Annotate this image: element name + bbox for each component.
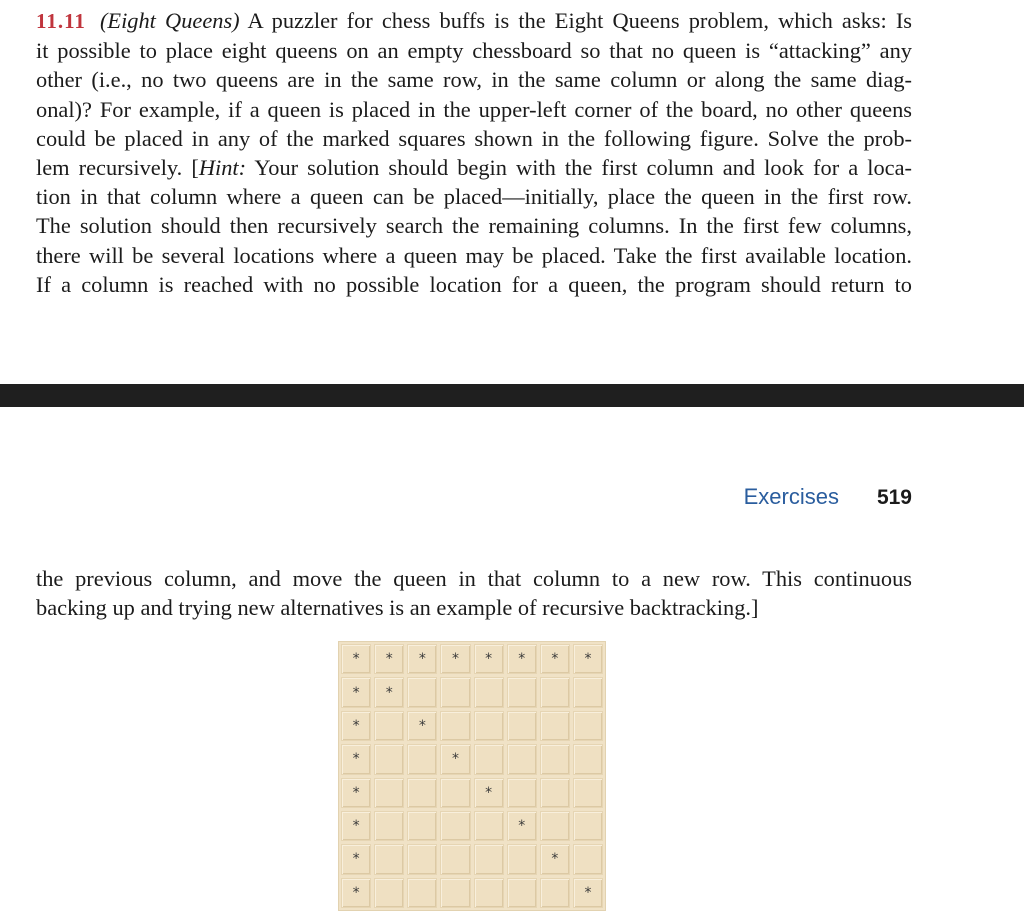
board-square: [507, 844, 537, 874]
board-square: [474, 811, 504, 841]
board-square: [474, 844, 504, 874]
board-square: [407, 878, 437, 908]
board-square: [540, 744, 570, 774]
board-square: [440, 711, 470, 741]
text-line: other (i.e., no two queens are in the same row, in the same column or along the same diag-: [36, 67, 912, 93]
page-number: 519: [876, 486, 912, 509]
board-square-marked: *: [374, 644, 404, 674]
board-square: [573, 677, 603, 707]
text-line: onal)? For example, if a queen is placed in the upper-left corner of the board, no other queens: [36, 96, 912, 122]
board-square: [540, 778, 570, 808]
board-square-marked: *: [540, 844, 570, 874]
board-square: [540, 711, 570, 741]
text-line: backing up and trying new alternatives is an example of recursive backtracking.]: [36, 595, 759, 621]
board-square: [374, 878, 404, 908]
board-square: [540, 878, 570, 908]
text-line: The solution should then recursively search the remaining columns. In the first few columns,: [36, 213, 912, 239]
board-square: [507, 711, 537, 741]
board-square-marked: *: [474, 644, 504, 674]
text-line: it possible to place eight queens on an empty chessboard so that no queen is “attacking” any: [36, 38, 912, 64]
board-square: [507, 677, 537, 707]
text-line: there will be several locations where a queen may be placed. Take the first available location.: [36, 242, 912, 268]
running-head: [744, 484, 912, 512]
exercise-title: (Eight Queens): [99, 8, 240, 33]
text-line: [36, 6, 912, 36]
text-line-content: A puzzler for chess buffs is the Eight Queens problem, which asks: Is: [239, 8, 913, 33]
board-square-marked: *: [341, 644, 371, 674]
board-square-marked: *: [474, 778, 504, 808]
board-square: [507, 744, 537, 774]
board-square: [540, 677, 570, 707]
board-square: [573, 811, 603, 841]
board-square: [407, 744, 437, 774]
board-square-marked: *: [341, 677, 371, 707]
board-square-marked: *: [507, 811, 537, 841]
board-square-marked: *: [573, 878, 603, 908]
board-square-marked: *: [440, 644, 470, 674]
exercise-text-continued: [36, 564, 912, 622]
text-line: If a column is reached with no possible location for a queen, the program should return to: [36, 271, 912, 297]
text-line: the previous column, and move the queen in that column to a new row. This continuous: [36, 566, 912, 591]
board-square: [407, 778, 437, 808]
board-square: [440, 811, 470, 841]
exercise-text-top: [36, 6, 912, 299]
text-line: [36, 153, 912, 182]
board-square-marked: *: [374, 677, 404, 707]
text-line-content: lem recursively. [: [36, 155, 199, 181]
board-square-marked: *: [341, 878, 371, 908]
board-square: [474, 878, 504, 908]
board-square: [440, 878, 470, 908]
board-square: [374, 811, 404, 841]
board-square: [374, 778, 404, 808]
board-square: [474, 711, 504, 741]
board-square: [507, 778, 537, 808]
board-square-marked: *: [507, 644, 537, 674]
board-square: [540, 811, 570, 841]
board-square: [507, 878, 537, 908]
board-square: [407, 677, 437, 707]
board-square: [474, 677, 504, 707]
board-square-marked: *: [407, 711, 437, 741]
page-break-divider: [0, 384, 1024, 407]
board-square: [440, 677, 470, 707]
board-square: [374, 744, 404, 774]
text-line: could be placed in any of the marked squares shown in the following figure. Solve the prob-: [36, 125, 912, 151]
running-head-section: Exercises: [743, 484, 839, 509]
board-square: [407, 811, 437, 841]
board-square: [573, 744, 603, 774]
board-square: [573, 844, 603, 874]
board-square: [374, 844, 404, 874]
board-square: [573, 711, 603, 741]
board-square: [440, 778, 470, 808]
board-square: [374, 711, 404, 741]
board-square-marked: *: [540, 644, 570, 674]
board-square-marked: *: [341, 778, 371, 808]
board-square-marked: *: [341, 811, 371, 841]
hint-label: Hint:: [198, 155, 247, 181]
text-line: tion in that column where a queen can be placed—initially, place the queen in the first row.: [36, 184, 912, 210]
board-square-marked: *: [341, 844, 371, 874]
board-square-marked: *: [341, 744, 371, 774]
exercise-number: 11.11: [36, 9, 86, 33]
board-square-marked: *: [440, 744, 470, 774]
board-square: [573, 778, 603, 808]
board-square-marked: *: [407, 644, 437, 674]
text-line-content: Your solution should begin with the first column and look for a loca-: [246, 155, 912, 181]
eight-queens-board-figure: [338, 641, 606, 911]
board-square: [440, 844, 470, 874]
board-square-marked: *: [341, 711, 371, 741]
board-square-marked: *: [573, 644, 603, 674]
board-square: [474, 744, 504, 774]
board-square: [407, 844, 437, 874]
